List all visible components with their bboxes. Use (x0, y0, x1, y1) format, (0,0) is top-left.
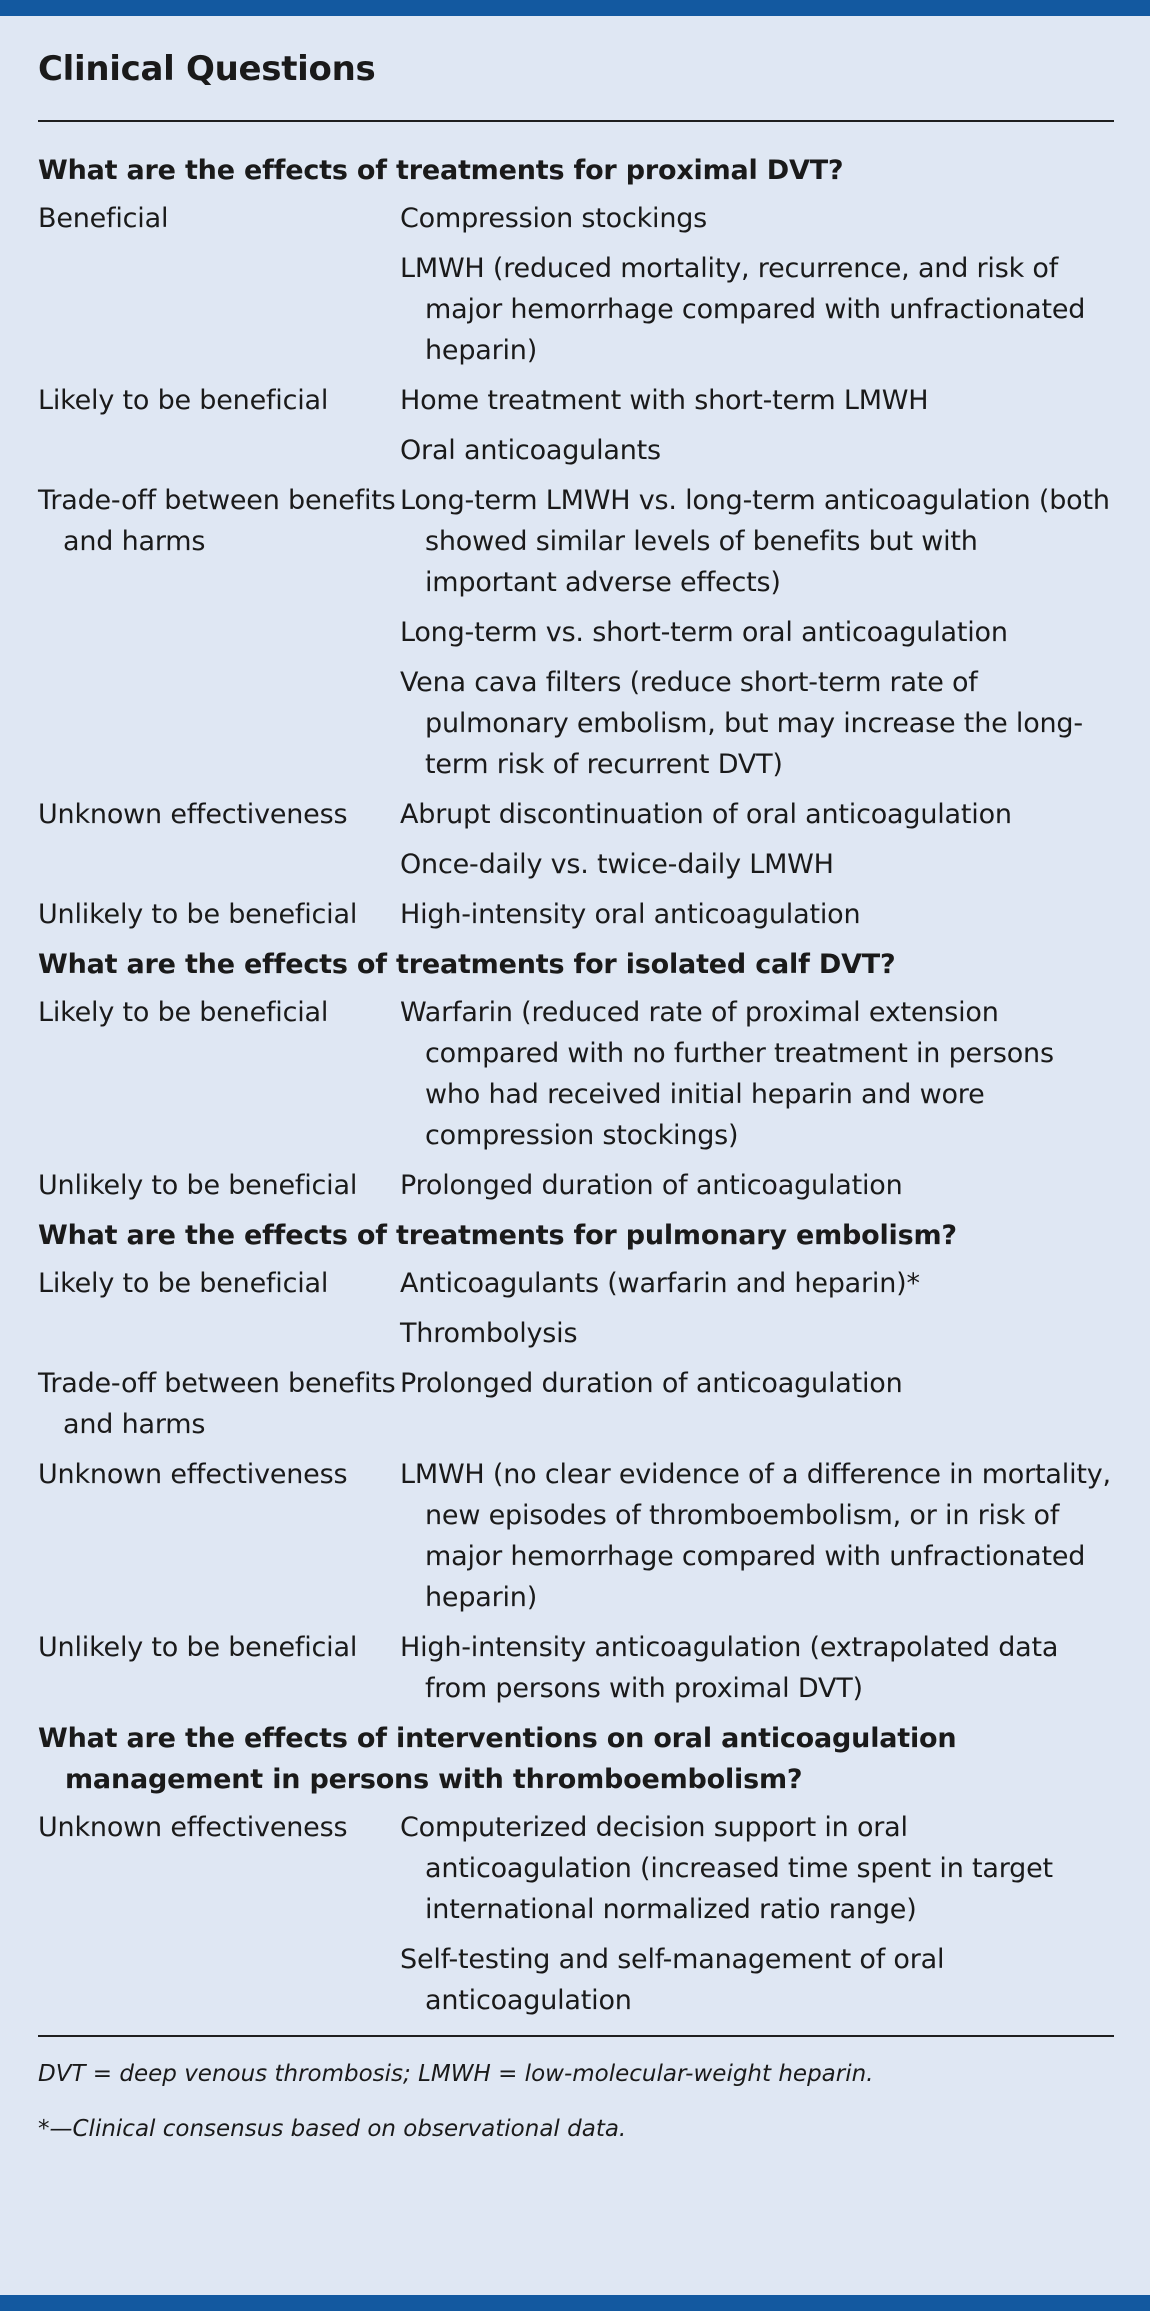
intervention-item: Prolonged duration of anticoagulation (400, 1170, 903, 1201)
section-question: What are the effects of treatments for isolated calf DVT? (38, 949, 896, 980)
intervention-list (400, 1454, 1114, 1618)
evidence-category: Unknown effectiveness (38, 1812, 348, 1843)
question-section (38, 150, 1114, 935)
evidence-row (38, 1263, 1114, 1354)
intervention-item: Prolonged duration of anticoagulation (400, 1368, 903, 1399)
intervention-list (400, 1165, 1114, 1206)
evidence-row (38, 1807, 1114, 2021)
intervention-list (400, 198, 1114, 371)
intervention-list (400, 894, 1114, 935)
intervention-item: Anticoagulants (warfarin and heparin)* (400, 1268, 920, 1299)
abbreviations-footnote: DVT = deep venous thrombosis; LMWH = low-molecular-weight heparin. (38, 2061, 874, 2087)
intervention-item: Thrombolysis (400, 1318, 578, 1349)
content (38, 16, 1114, 2146)
intervention-item: Self-testing and self-management of oral anticoagulation (400, 1944, 945, 2016)
evidence-category: Unlikely to be beneficial (38, 1170, 358, 1201)
evidence-category: Unknown effectiveness (38, 799, 348, 830)
evidence-category: Unlikely to be beneficial (38, 899, 358, 930)
bottom-accent-bar (0, 2295, 1150, 2311)
evidence-category: Unlikely to be beneficial (38, 1632, 358, 1663)
page-title: Clinical Questions (38, 49, 376, 89)
evidence-row (38, 198, 1114, 371)
question-section (38, 944, 1114, 1206)
intervention-list (400, 794, 1114, 885)
intervention-list (400, 1363, 1114, 1445)
section-question: What are the effects of treatments for pulmonary embolism? (38, 1220, 957, 1251)
intervention-item: Warfarin (reduced rate of proximal extension compared with no further treatment in persons who had received initial heparin and wore compression stockings) (400, 997, 1054, 1151)
evidence-row (38, 794, 1114, 885)
evidence-category: Trade-off between benefits and harms (38, 1368, 396, 1440)
intervention-list (400, 1263, 1114, 1354)
evidence-category: Likely to be beneficial (38, 385, 329, 416)
evidence-category: Likely to be beneficial (38, 1268, 329, 1299)
section-question: What are the effects of treatments for proximal DVT? (38, 155, 844, 186)
footer-divider (38, 2035, 1114, 2037)
intervention-item: Once-daily vs. twice-daily LMWH (400, 849, 834, 880)
evidence-category: Trade-off between benefits and harms (38, 485, 396, 557)
section-question: What are the effects of interventions on oral anticoagulation management in persons with thromboembolism? (38, 1723, 957, 1795)
intervention-item: Compression stockings (400, 203, 708, 234)
intervention-list (400, 992, 1114, 1156)
intervention-item: LMWH (reduced mortality, recurrence, and risk of major hemorrhage compared with unfractionated heparin) (400, 253, 1086, 366)
top-accent-bar (0, 0, 1150, 16)
question-section (38, 1215, 1114, 1709)
intervention-item: High-intensity oral anticoagulation (400, 899, 861, 930)
evidence-row (38, 1165, 1114, 1206)
question-sections (38, 150, 1114, 2021)
question-section (38, 1718, 1114, 2021)
evidence-row (38, 1627, 1114, 1709)
intervention-item: Computerized decision support in oral anticoagulation (increased time spent in target international normalized ratio range) (400, 1812, 1053, 1925)
asterisk-footnote: *—Clinical consensus based on observational data. (38, 2116, 627, 2142)
intervention-item: Oral anticoagulants (400, 435, 661, 466)
intervention-item: Abrupt discontinuation of oral anticoagulation (400, 799, 1012, 830)
title-divider (38, 120, 1114, 122)
intervention-list (400, 380, 1114, 471)
evidence-row (38, 1454, 1114, 1618)
evidence-row (38, 1363, 1114, 1445)
evidence-category: Beneficial (38, 203, 169, 234)
intervention-item: Vena cava filters (reduce short-term rate of pulmonary embolism, but may increase the long-term risk of recurrent DVT) (400, 667, 1083, 780)
intervention-item: Long-term LMWH vs. long-term anticoagulation (both showed similar levels of benefits but with important adverse effects) (400, 485, 1110, 598)
intervention-list (400, 480, 1114, 785)
evidence-row (38, 480, 1114, 785)
evidence-category: Likely to be beneficial (38, 997, 329, 1028)
evidence-row (38, 380, 1114, 471)
intervention-item: Home treatment with short-term LMWH (400, 385, 929, 416)
evidence-row (38, 894, 1114, 935)
intervention-item: Long-term vs. short-term oral anticoagulation (400, 617, 1008, 648)
evidence-row (38, 992, 1114, 1156)
intervention-list (400, 1627, 1114, 1709)
evidence-category: Unknown effectiveness (38, 1459, 348, 1490)
intervention-item: High-intensity anticoagulation (extrapolated data from persons with proximal DVT) (400, 1632, 1059, 1704)
intervention-list (400, 1807, 1114, 2021)
intervention-item: LMWH (no clear evidence of a difference in mortality, new episodes of thromboembolism, or in risk of major hemorrhage compared with unfractionated heparin) (400, 1459, 1111, 1613)
